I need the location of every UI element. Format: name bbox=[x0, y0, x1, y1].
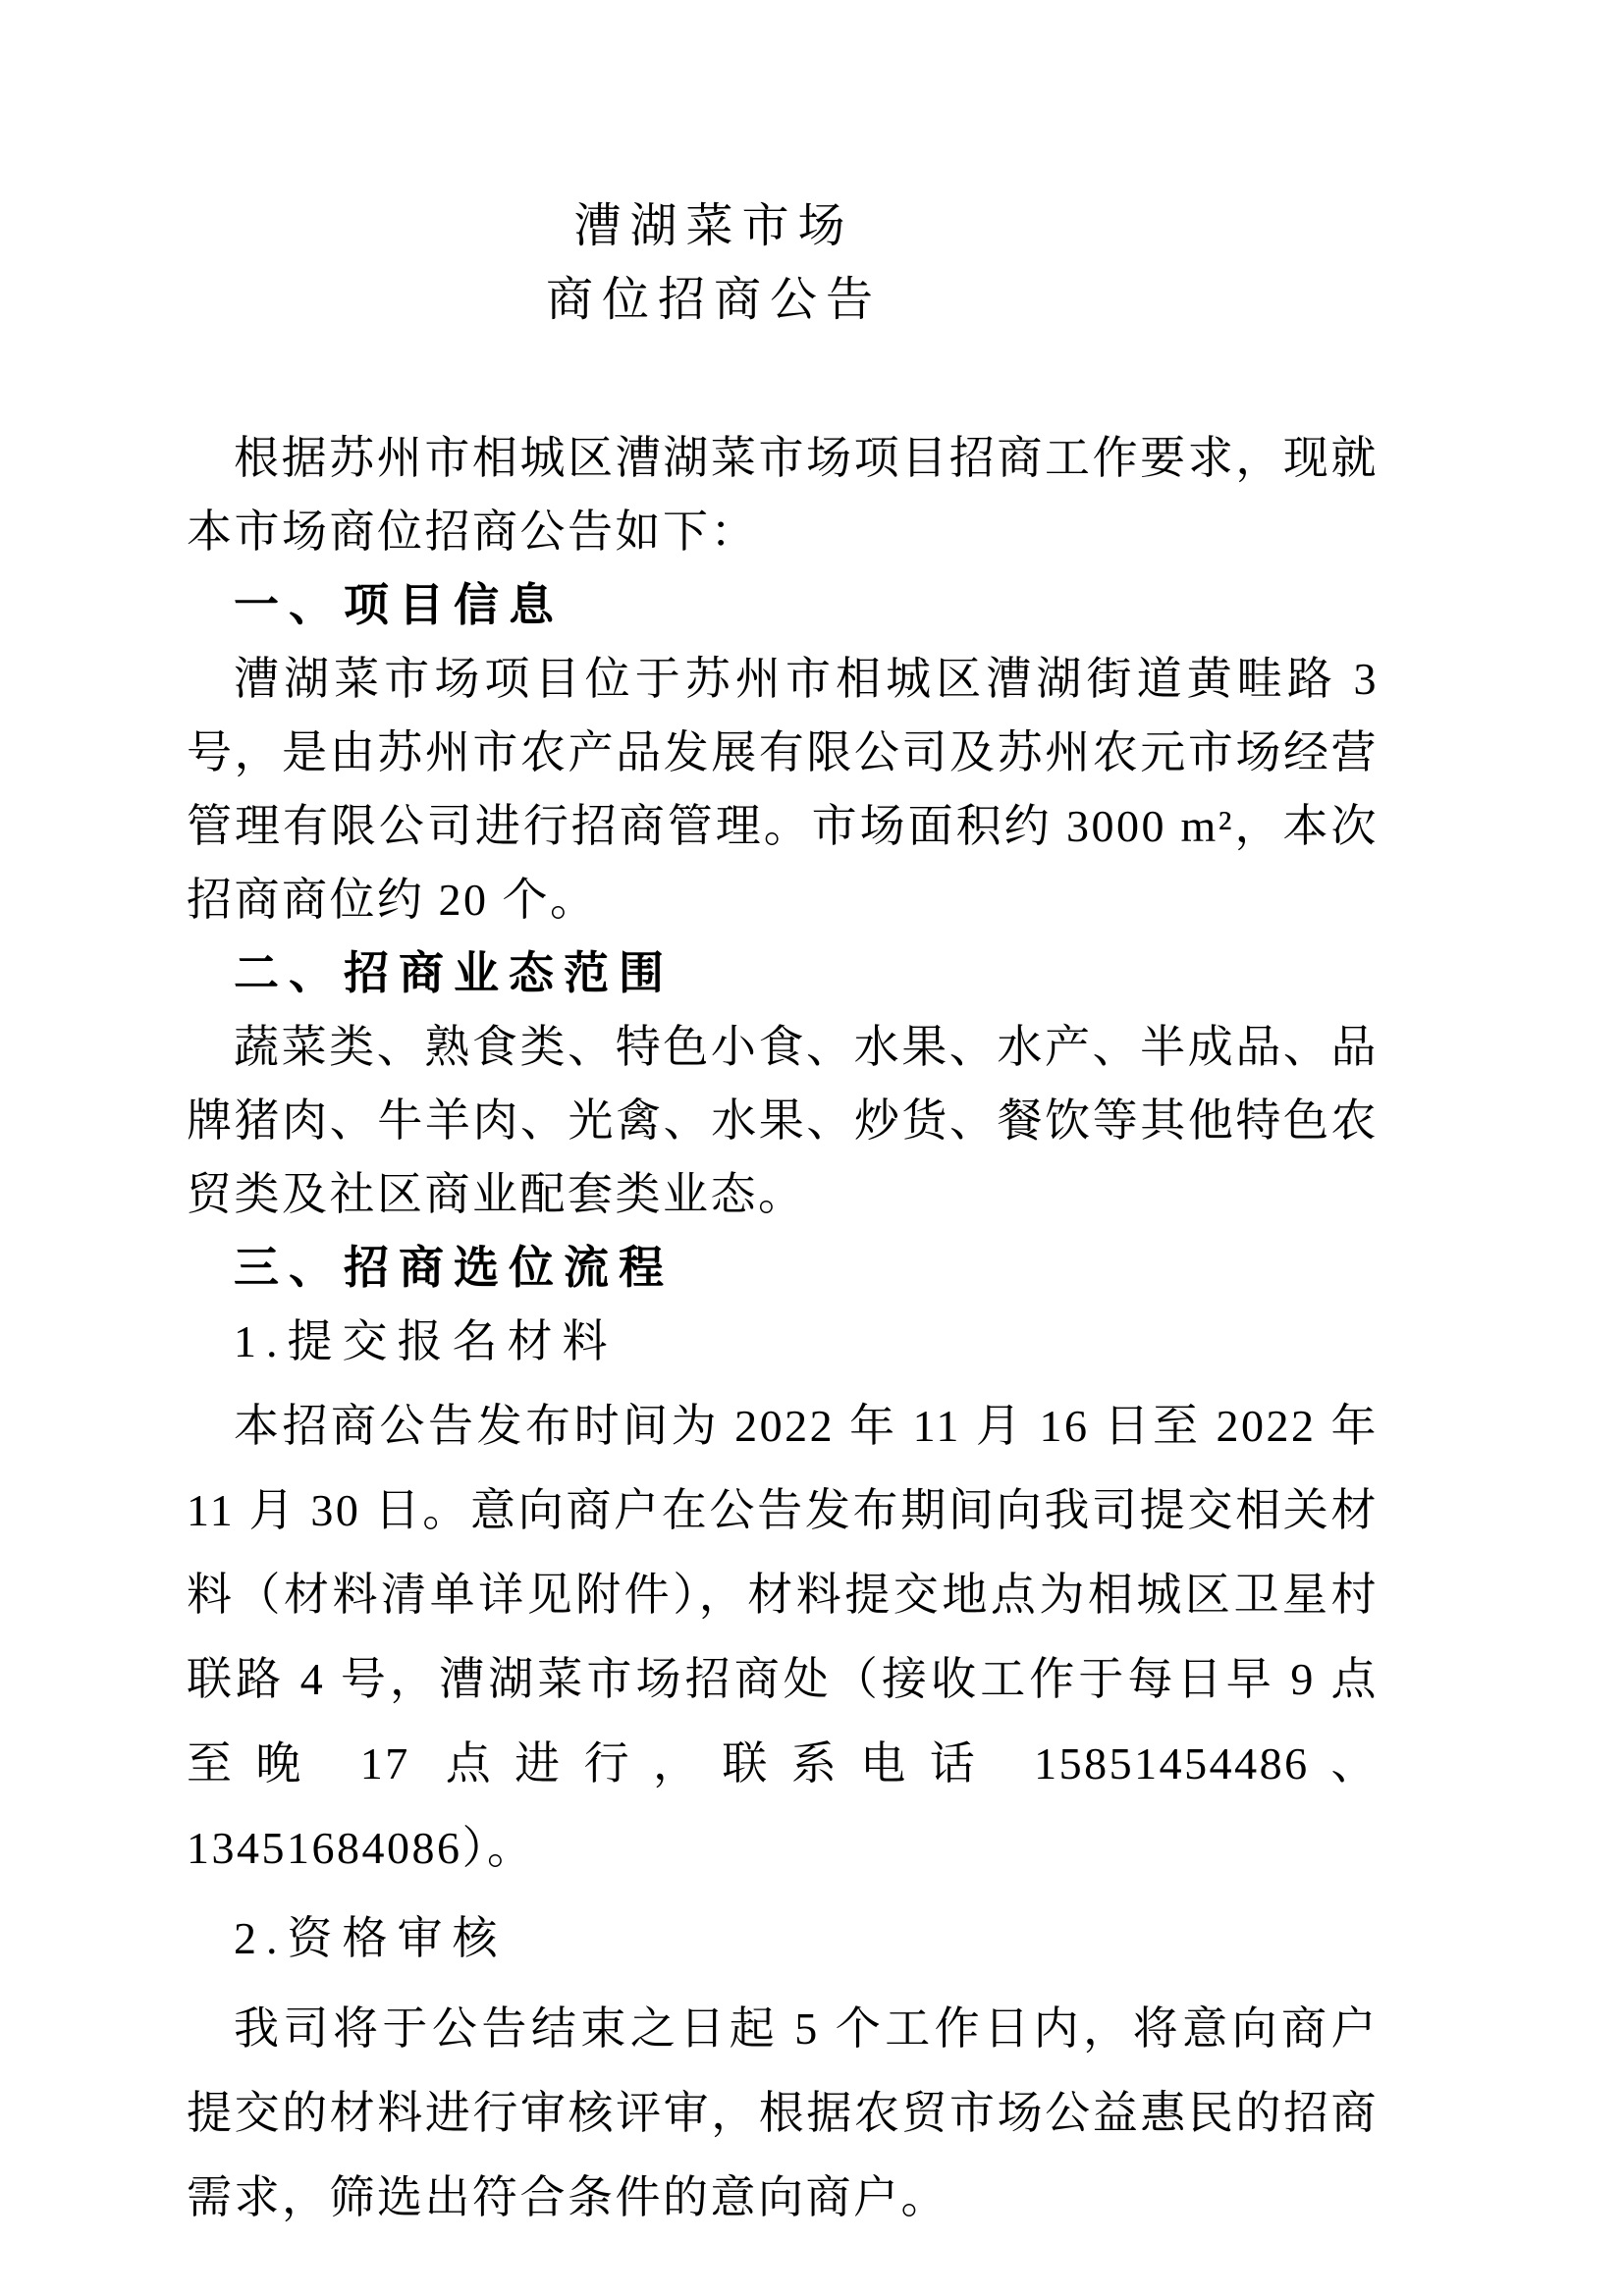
document-title bbox=[118, 189, 1310, 337]
document-title-line2: 商位招商公告 bbox=[545, 274, 882, 326]
paragraph-list bbox=[187, 421, 1379, 2240]
section-heading: 一、项目信息 bbox=[234, 579, 564, 630]
sub-heading: 2.资格审核 bbox=[234, 1913, 508, 1963]
body-paragraph: 漕湖菜市场项目位于苏州市相城区漕湖街道黄畦路 3 号，是由苏州市农产品发展有限公司及苏州农元市场经营管理有限公司进行招商管理。市场面积约 3000 m²，本次招商商位约 20 个。 bbox=[187, 654, 1379, 925]
section-heading: 三、招商选位流程 bbox=[234, 1242, 674, 1293]
document-title-line1: 漕湖菜市场 bbox=[573, 200, 854, 252]
body-paragraph: 本招商公告发布时间为 2022 年 11 月 16 日至 2022 年 11 月 30 日。意向商户在公告发布期间向我司提交相关材料（材料清单详见附件），材料提交地点为相城区卫星村联路 4 号，漕湖菜市场招商处（接收工作于每日早 9 点至晚 17 点进行，联系电话 15851454486、13451684086）。 bbox=[187, 1401, 1379, 1873]
sub-heading: 1.提交报名材料 bbox=[234, 1316, 618, 1366]
body-paragraph: 我司将于公告结束之日起 5 个工作日内，将意向商户提交的材料进行审核评审，根据农贸市场公益惠民的招商需求，筛选出符合条件的意向商户。 bbox=[187, 2003, 1379, 2222]
body-paragraph: 根据苏州市相城区漕湖菜市场项目招商工作要求，现就本市场商位招商公告如下： bbox=[187, 433, 1379, 557]
body-paragraph: 蔬菜类、熟食类、特色小食、水果、水产、半成品、品牌猪肉、牛羊肉、光禽、水果、炒货、餐饮等其他特色农贸类及社区商业配套类业态。 bbox=[187, 1022, 1379, 1219]
section-heading: 二、招商业态范围 bbox=[234, 947, 674, 998]
